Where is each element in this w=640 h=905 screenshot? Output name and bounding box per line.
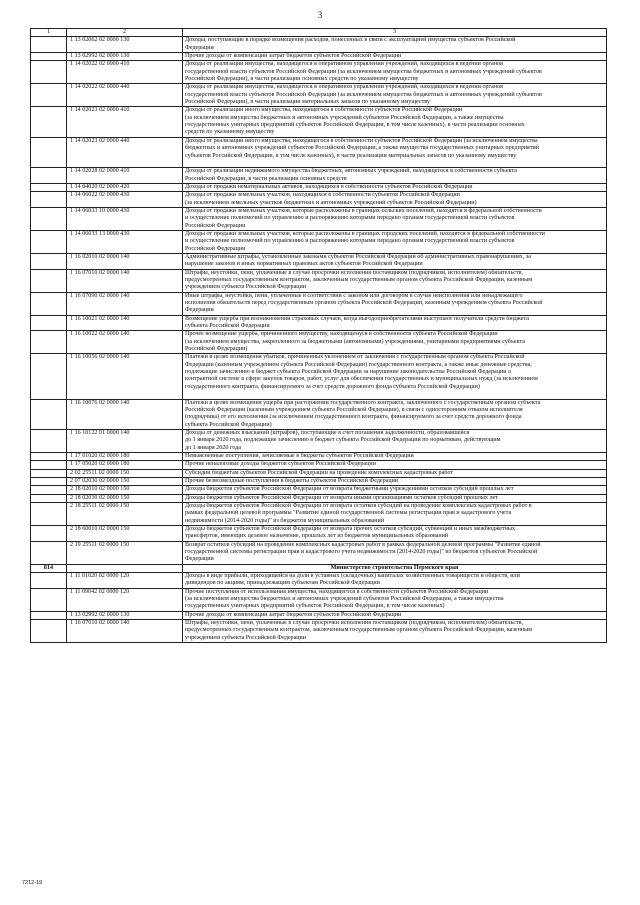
revenue-code-cell: 1 13 02062 02 0000 130: [67, 37, 183, 53]
admin-code-cell: [31, 207, 67, 230]
admin-code-cell: [31, 137, 67, 167]
admin-code-cell: [31, 573, 67, 589]
revenue-code-cell: 1 16 10056 02 0000 140: [67, 354, 183, 399]
description-line: [185, 391, 604, 398]
admin-code-cell: [31, 53, 67, 61]
admin-code-cell: [31, 354, 67, 399]
description-line: Доходы от продажи земельных участков, которые расположены в границах сельских поселений, находятся в федеральной собственности: [185, 207, 542, 214]
revenue-code-cell: 1 16 10076 02 0000 140: [67, 399, 183, 429]
revenue-description-cell: [183, 230, 607, 253]
revenue-description-cell: [183, 564, 607, 572]
table-row: [31, 452, 607, 460]
description-line: Доходы от реализации недвижимого имущества бюджетных, автономных учреждений, находящегося в собственности субъекта: [185, 168, 517, 175]
admin-code-cell: [31, 469, 67, 477]
revenue-description-cell: [183, 107, 607, 137]
revenue-code-cell: 1 16 10022 02 0000 140: [67, 331, 183, 354]
description-line: и осуществление полномочий по управлению и распоряжению которыми передано органам государственной власти субъектов: [185, 238, 515, 245]
revenue-code-cell: 1 14 04020 02 0000 420: [67, 183, 183, 191]
revenue-description-cell: [183, 61, 607, 84]
revenue-code-cell: 1 14 02028 02 0000 410: [67, 168, 183, 184]
description-line: государственных унитарных предприятий субъектов Российской Федерации, в том числе казенных): [185, 603, 445, 610]
description-line: Доходы от продажи земельных участков, находящихся в собственности субъектов Российской Федерации: [185, 192, 460, 199]
table-row: [31, 620, 607, 643]
table-row: [31, 269, 607, 292]
revenue-description-cell: [183, 53, 607, 61]
revenue-description-cell: [183, 207, 607, 230]
description-line: бюджетных и автономных учреждений субъектов Российской Федерации, а также имущества государственных унитарных предприятий: [185, 145, 540, 152]
description-line: субъекта Российской Федерации): [185, 421, 272, 428]
revenue-description-cell: [183, 573, 607, 589]
admin-code-cell: [31, 192, 67, 208]
description-line: Доходы от продажи земельных участков, которые расположены в границах городских поселений, находятся в федеральной собственности: [185, 230, 545, 237]
column-header-description: 3: [183, 29, 607, 37]
description-line: государственных унитарных предприятий субъектов Российской Федерации, в том числе казенных), в части реализации основных: [185, 122, 525, 129]
description-line: Российской Федерации (казенным учреждением субъекта Российской Федерации), в связи с односторонним отказом исполнителя: [185, 406, 523, 413]
description-line: Федерации: [185, 44, 214, 51]
admin-code-cell: [31, 253, 67, 269]
description-line: Доходы от продажи нематериальных активов, находящихся в собственности субъектов Российской Федерации: [185, 183, 473, 190]
column-header-code: 2: [67, 29, 183, 37]
revenue-code-cell: 1 17 05020 02 0000 180: [67, 461, 183, 469]
revenue-code-cell: 2 07 02030 02 0000 150: [67, 477, 183, 485]
admin-code-cell: [31, 461, 67, 469]
revenue-code-cell: 2 18 25511 02 0000 150: [67, 502, 183, 525]
revenue-code-cell: [67, 564, 183, 572]
description-line: Российской Федерации: [185, 222, 246, 229]
revenue-code-cell: 1 13 02992 02 0000 130: [67, 53, 183, 61]
revenue-code-cell: 1 11 01020 02 0000 120: [67, 573, 183, 589]
revenue-codes-table: [30, 28, 607, 643]
revenue-code-cell: 2 18 02010 02 0000 150: [67, 486, 183, 494]
description-line: недвижимости (2014-2020 годы)" из бюджетов муниципальных образований: [185, 517, 385, 524]
admin-code-cell: [31, 168, 67, 184]
revenue-description-cell: [183, 494, 607, 502]
revenue-code-cell: 2 18 02030 02 0000 150: [67, 494, 183, 502]
revenue-code-cell: 1 13 02992 02 0000 130: [67, 611, 183, 619]
description-line: субъектов Российской Федерации, в том числе казенных), в части реализации материальных запасов по указанному имуществу: [185, 152, 517, 159]
description-line: Штрафы, неустойки, пени, уплаченные в случае просрочки исполнения поставщиком (подрядчиком, исполнителем) обязательств,: [185, 620, 524, 627]
revenue-description-cell: [183, 292, 607, 315]
revenue-code-cell: 1 16 02010 02 0000 140: [67, 253, 183, 269]
admin-code-cell: [31, 61, 67, 84]
description-line: Доходы от реализации имущества, находящегося в оперативном управлении учреждений, находящихся в ведении органов: [185, 84, 503, 91]
description-line: Возврат остатков субсидий на проведение комплексных кадастровых работ в рамках федеральной целевой программы "Развитие единой: [185, 541, 541, 548]
description-line: Российской Федерации), в части реализации материальных запасов по указанному имуществу: [185, 99, 430, 106]
table-row: [31, 292, 607, 315]
description-line: трансфертов, имеющих целевое назначение, прошлых лет из бюджетов муниципальных образований: [185, 533, 449, 540]
description-line: учреждением субъекта Российской Федерации: [185, 634, 307, 641]
column-header-admin: 1: [31, 29, 67, 37]
table-row: [31, 253, 607, 269]
admin-code-cell: [31, 331, 67, 354]
table-row: [31, 192, 607, 208]
table-row: [31, 84, 607, 107]
table-row: [31, 494, 607, 502]
revenue-code-cell: 1 16 07010 02 0000 140: [67, 620, 183, 643]
revenue-code-cell: 1 16 07090 02 0000 140: [67, 292, 183, 315]
description-line: средств по указанному имуществу: [185, 129, 275, 136]
description-line: Штрафы, неустойки, пени, уплаченные в случае просрочки исполнения поставщиком (подрядчиком, исполнителем) обязательств,: [185, 269, 524, 276]
table-row: [31, 477, 607, 485]
description-line: Невыясненные поступления, зачисляемые в бюджеты субъектов Российской Федерации: [185, 452, 414, 459]
table-row: [31, 183, 607, 191]
revenue-code-cell: 1 14 06022 02 0000 430: [67, 192, 183, 208]
description-line: Доходы от реализации иного имущества, находящегося в собственности субъектов Российской Федерации: [185, 107, 463, 114]
description-line: контрактной системе в сфере закупок товаров, работ, услуг для обеспечения государственных и муниципальных нужд (за исключением: [185, 376, 538, 383]
revenue-code-cell: 1 14 02022 02 0000 440: [67, 84, 183, 107]
revenue-description-cell: [183, 192, 607, 208]
revenue-description-cell: [183, 354, 607, 399]
description-line: до 1 января 2020 года, подлежащие зачислению в бюджет субъекта Российской Федерации по нормативам, действующим: [185, 437, 501, 444]
revenue-description-cell: [183, 183, 607, 191]
description-line: Российской Федерации), в части реализации основных средств по указанному имуществу: [185, 76, 419, 83]
description-line: субъекта Российской Федерации: [185, 323, 270, 330]
table-row: [31, 588, 607, 611]
description-line: Российской Федерации, в части реализации основных средств: [185, 175, 347, 182]
description-line: (за исключением земельных участков бюджетных и автономных учреждений субъектов Российской Федерации): [185, 199, 477, 206]
revenue-description-cell: [183, 461, 607, 469]
table-row: [31, 541, 607, 564]
revenue-description-cell: [183, 452, 607, 460]
revenue-description-cell: [183, 269, 607, 292]
description-line: исполнения обязательств перед государственным органом субъекта Российской Федерации, казенным учреждением субъекта Российской: [185, 300, 543, 307]
description-line: Доходы от реализации иного имущества, находящегося в собственности субъектов Российской Федерации (за исключением имущества: [185, 137, 538, 144]
table-row: [31, 486, 607, 494]
description-line: рамках федеральной целевой программы "Развитие единой государственной системы регистрации прав и кадастрового учета: [185, 510, 512, 517]
description-line: Доходы от денежных взысканий (штрафов), поступающие в счет погашения задолженности, образовавшейся: [185, 429, 470, 436]
table-row: [31, 37, 607, 53]
description-line: Прочие неналоговые доходы бюджетов субъектов Российской Федерации: [185, 461, 376, 468]
revenue-code-cell: 1 14 02023 02 0000 410: [67, 107, 183, 137]
description-line: Иные штрафы, неустойки, пени, уплаченные в соответствии с законом или договором в случае неисполнения или ненадлежащего: [185, 292, 523, 299]
table-row: [31, 526, 607, 542]
description-line: Административные штрафы, установленные законами субъектов Российской Федерации об административных правонарушениях, за: [185, 253, 531, 260]
admin-code-cell: [31, 292, 67, 315]
admin-code-cell: [31, 526, 67, 542]
admin-code-cell: [31, 183, 67, 191]
revenue-code-cell: 1 14 02023 02 0000 440: [67, 137, 183, 167]
admin-code-cell: [31, 477, 67, 485]
revenue-description-cell: [183, 541, 607, 564]
revenue-description-cell: [183, 399, 607, 429]
description-line: государственного контракта, финансируемого за счет средств дорожного фонда субъекта Российской Федерации): [185, 383, 480, 390]
revenue-description-cell: [183, 526, 607, 542]
description-line: Федерации (казенным учреждением субъекта Российской Федерации) государственного контракта, а также иные денежные средства,: [185, 361, 532, 368]
description-line: и осуществление полномочий по управлению и распоряжению которыми передано органам государственной власти субъектов: [185, 215, 515, 222]
revenue-codes-table-container: [30, 28, 606, 643]
revenue-code-cell: 1 17 01020 02 0000 180: [67, 452, 183, 460]
revenue-description-cell: [183, 331, 607, 354]
admin-code-cell: [31, 494, 67, 502]
table-row: [31, 230, 607, 253]
table-row: [31, 61, 607, 84]
revenue-code-cell: 1 14 06033 10 0000 430: [67, 207, 183, 230]
description-line: предусмотренных государственным контрактом, заключенным государственным органом субъекта Российской Федерации, казенным: [185, 277, 533, 283]
admin-code-cell: [31, 611, 67, 619]
revenue-description-cell: [183, 611, 607, 619]
admin-code-cell: [31, 486, 67, 494]
description-line: государственной власти субъектов Российской Федерации (за исключением имущества бюджетных и автономных учреждений субъектов: [185, 68, 542, 75]
description-line: Федерации: [185, 556, 214, 563]
description-line: государственной системы регистрации прав и кадастрового учета недвижимости (2014-2020 годы)" из бюджетов субъектов Российской: [185, 549, 538, 556]
table-row: [31, 137, 607, 167]
page-number: 3: [317, 10, 323, 20]
description-line: государственной власти субъектов Российской Федерации (за исключением имущества бюджетных и автономных учреждений субъектов: [185, 91, 542, 98]
description-line: предусмотренных государственным контрактом, заключенным государственным органом субъекта Российской Федерации, казенным: [185, 627, 533, 634]
description-line: до 1 января 2020 года: [185, 444, 241, 451]
description-line: подлежащие зачислению в бюджет субъекта Российской Федерации за нарушение законодательства Российской Федерации о: [185, 369, 512, 376]
admin-code-cell: [31, 315, 67, 331]
admin-code-cell: [31, 502, 67, 525]
revenue-description-cell: [183, 84, 607, 107]
revenue-code-cell: 1 11 09042 02 0000 120: [67, 588, 183, 611]
table-row: [31, 611, 607, 619]
admin-code-cell: [31, 588, 67, 611]
description-line: Доходы бюджетов субъектов Российской Федерации от возврата иными организациями остатков субсидий прошлых лет: [185, 494, 498, 501]
description-line: (за исключением имущества, закрепленного за бюджетными (автономными) учреждениями, унитарными предприятиями субъекта: [185, 338, 525, 345]
revenue-description-cell: [183, 429, 607, 452]
description-line: Доходы бюджетов субъектов Российской Федерации от возврата бюджетными учреждениями остатков субсидий прошлых лет: [185, 486, 514, 493]
description-line: Федерации: [185, 307, 214, 314]
description-line: (за исключением имущества бюджетных и автономных учреждений субъектов Российской Федерации, а также имущества: [185, 596, 504, 603]
revenue-description-cell: [183, 137, 607, 167]
table-row: [31, 461, 607, 469]
description-line: Министерство строительства Пермского края: [330, 564, 459, 571]
description-line: Возмещение ущерба при возникновении страховых случаев, когда выгодоприобретателями выступают получатели средств бюджета: [185, 315, 529, 322]
table-row: [31, 573, 607, 589]
table-row: [31, 399, 607, 429]
description-line: Доходы бюджетов субъектов Российской Федерации от возврата прочих остатков субсидий, субвенций и иных межбюджетных: [185, 526, 515, 532]
description-line: Прочие поступления от использования имущества, находящегося в собственности субъектов Российской Федерации: [185, 588, 489, 595]
admin-code-cell: [31, 37, 67, 53]
revenue-code-cell: 2 19 25511 02 0000 150: [67, 541, 183, 564]
description-line: Доходы, поступающие в порядке возмещения расходов, понесенных в связи с эксплуатацией имущества субъектов Российской: [185, 37, 516, 44]
table-row: [31, 53, 607, 61]
description-line: [185, 160, 604, 167]
table-row: [31, 502, 607, 525]
description-line: Прочее возмещение ущерба, причиненного имуществу, находящемуся в собственности субъекта Российской Федерации: [185, 331, 498, 338]
description-line: нарушение законов и иных нормативных правовых актов субъектов Российской Федерации: [185, 261, 423, 268]
revenue-description-cell: [183, 253, 607, 269]
description-line: Доходы бюджетов субъектов Российской Федерации от возврата остатков субсидий на проведение комплексных кадастровых работ в: [185, 502, 532, 509]
admin-code-cell: [31, 269, 67, 292]
admin-code-cell: [31, 620, 67, 643]
revenue-code-cell: 1 16 07010 02 0000 140: [67, 269, 183, 292]
revenue-code-cell: 1 16 10122 01 0000 140: [67, 429, 183, 452]
revenue-code-cell: 1 14 06033 13 0000 430: [67, 230, 183, 253]
table-row: [31, 207, 607, 230]
revenue-description-cell: [183, 620, 607, 643]
revenue-description-cell: [183, 486, 607, 494]
table-row: [31, 354, 607, 399]
description-line: Субсидии бюджетам субъектов Российской Федерации на проведение комплексных кадастровых работ: [185, 469, 454, 476]
admin-code-cell: [31, 107, 67, 137]
description-line: Прочие доходы от компенсации затрат бюджетов субъектов Российской Федерации: [185, 53, 402, 60]
table-row: [31, 168, 607, 184]
table-row: [31, 469, 607, 477]
revenue-description-cell: [183, 469, 607, 477]
revenue-description-cell: [183, 588, 607, 611]
table-header-row: [31, 29, 607, 37]
description-line: Прочие безвозмездные поступления в бюджеты субъектов Российской Федерации: [185, 477, 399, 484]
table-row: [31, 429, 607, 452]
admin-code-cell: [31, 541, 67, 564]
description-line: Платежи в целях возмещения ущерба при расторжении государственного контракта, заключенного с государственным органом субъекта: [185, 399, 541, 406]
description-line: Доходы от реализации имущества, находящегося в оперативном управлении учреждений, находящихся в ведении органов: [185, 61, 503, 68]
description-line: Российской Федерации): [185, 346, 248, 353]
revenue-description-cell: [183, 315, 607, 331]
description-line: Российской Федерации: [185, 245, 246, 252]
description-line: (подрядчика) от его исполнения (за исключением государственного контракта, финансируемого за счет средств дорожного фонда: [185, 414, 522, 421]
table-row: [31, 107, 607, 137]
admin-code-cell: [31, 452, 67, 460]
admin-code-cell: [31, 399, 67, 429]
description-line: (за исключением имущества бюджетных и автономных учреждений субъектов Российской Федерации, а также имущества: [185, 114, 504, 121]
ministry-row: [31, 564, 607, 572]
revenue-description-cell: [183, 477, 607, 485]
revenue-code-cell: 2 18 60010 02 0000 150: [67, 526, 183, 542]
footer-document-code: 7212-19: [22, 880, 43, 886]
revenue-description-cell: [183, 37, 607, 53]
description-line: учреждением субъекта Российской Федерации: [185, 284, 307, 291]
revenue-code-cell: 1 14 02022 02 0000 410: [67, 61, 183, 84]
admin-code-cell: [31, 230, 67, 253]
description-line: Прочие доходы от компенсации затрат бюджетов субъектов Российской Федерации: [185, 611, 402, 618]
admin-code-cell: [31, 84, 67, 107]
table-row: [31, 315, 607, 331]
description-line: Платежи в целях возмещения убытков, причиненных уклонением от заключения с государственным органом субъекта Российской: [185, 354, 525, 361]
revenue-description-cell: [183, 168, 607, 184]
description-line: дивидендов по акциям, принадлежащим субъектам Российской Федерации: [185, 580, 380, 587]
revenue-code-cell: 1 16 10021 02 0000 140: [67, 315, 183, 331]
table-row: [31, 331, 607, 354]
description-line: Доходы в виде прибыли, приходящейся на доли в уставных (складочных) капиталах хозяйственных товариществ и обществ, или: [185, 573, 520, 580]
revenue-description-cell: [183, 502, 607, 525]
admin-code-cell: 814: [31, 564, 67, 572]
admin-code-cell: [31, 429, 67, 452]
table-body: [31, 37, 607, 643]
revenue-code-cell: 2 02 25511 02 0000 150: [67, 469, 183, 477]
